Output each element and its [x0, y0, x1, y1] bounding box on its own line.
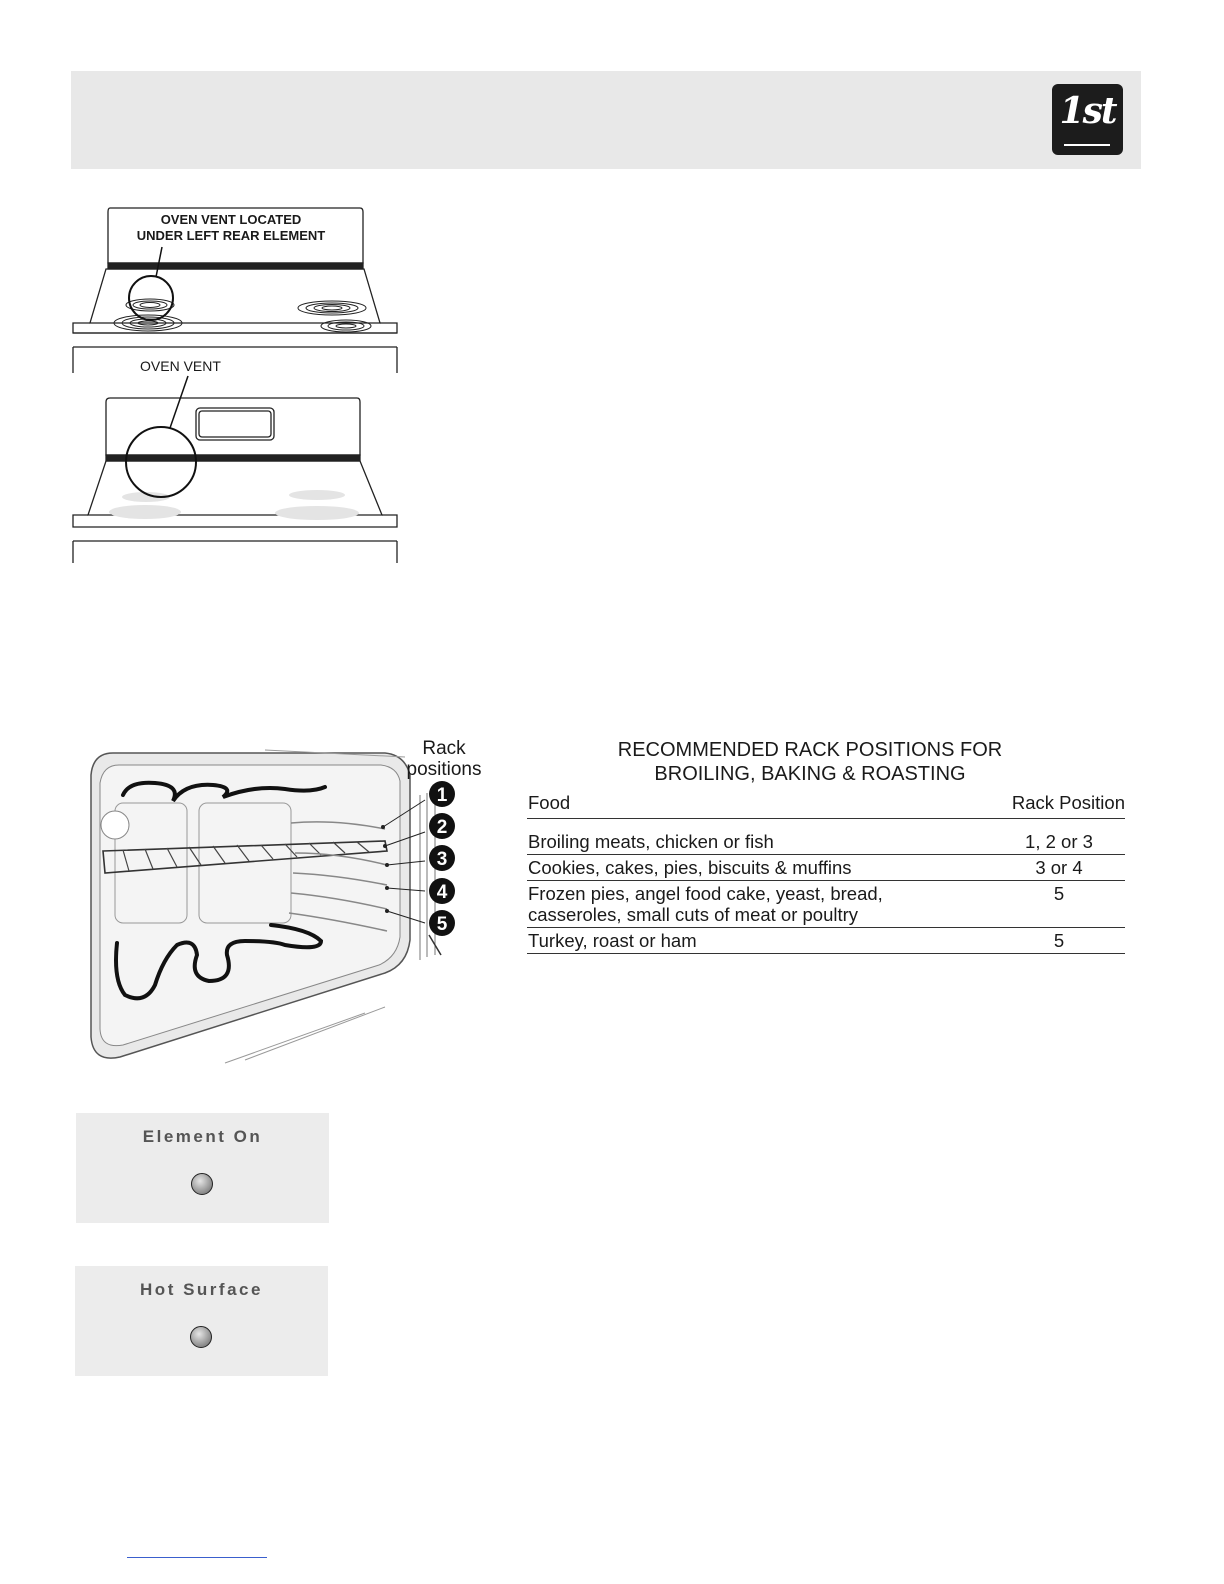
badge-underline: [1064, 144, 1110, 146]
food-line1: Cookies, cakes, pies, biscuits & muffins: [528, 857, 852, 878]
food-line1: Frozen pies, angel food cake, yeast, bread,: [528, 883, 883, 904]
food-cell: [527, 819, 993, 855]
badge-text: 1st: [1059, 90, 1116, 132]
rack-position-2: 2: [436, 817, 448, 838]
vent-callout-bottom: OVEN VENT: [140, 358, 221, 374]
rack-table-title-line1: RECOMMENDED RACK POSITIONS FOR: [617, 739, 1003, 761]
table-header-row: [527, 792, 1125, 819]
rack-position-1: 1: [436, 785, 448, 806]
rack-position-5: 5: [436, 914, 448, 935]
table-row: [527, 855, 1125, 881]
element-on-indicator-panel: [76, 1113, 329, 1223]
vent-callout-line1: OVEN VENT LOCATED: [160, 212, 302, 227]
position-cell: 5: [993, 928, 1125, 954]
table-row: [527, 819, 1125, 855]
food-line1: Broiling meats, chicken or fish: [528, 831, 774, 852]
first-badge-icon: [1052, 84, 1123, 155]
rack-position-3: 3: [436, 849, 448, 870]
footer-link-underline[interactable]: [127, 1557, 267, 1558]
element-on-label: Element On: [142, 1127, 263, 1146]
position-cell: 1, 2 or 3: [993, 819, 1125, 855]
position-cell: 3 or 4: [993, 855, 1125, 881]
food-cell: [527, 881, 993, 928]
rack-position-4: 4: [436, 882, 448, 903]
food-line1: Turkey, roast or ham: [528, 930, 697, 951]
oven-interior-rack-illustration: [85, 745, 455, 1065]
header-food: Food: [527, 792, 993, 819]
header-rack-position: Rack Position: [993, 792, 1125, 819]
vent-callout-line2: UNDER LEFT REAR ELEMENT: [136, 228, 326, 243]
hot-surface-label: Hot Surface: [140, 1280, 263, 1299]
rack-caption-line1: Rack: [422, 738, 466, 759]
hot-surface-light-icon: [190, 1326, 212, 1348]
food-cell: [527, 855, 993, 881]
rack-positions-caption: [398, 738, 490, 780]
table-row: [527, 881, 1125, 928]
element-on-light-icon: [191, 1173, 213, 1195]
food-line2: casseroles, small cuts of meat or poultry: [528, 904, 859, 925]
rack-caption-line2: positions: [406, 759, 482, 780]
position-cell: 5: [993, 881, 1125, 928]
rack-table-title: [527, 738, 1093, 786]
food-cell: [527, 928, 993, 954]
header-band: [71, 71, 1141, 169]
smoothtop-range-vent-illustration: [70, 375, 405, 565]
table-row: [527, 928, 1125, 954]
hot-surface-indicator-panel: [75, 1266, 328, 1376]
vent-callout-top: [111, 212, 351, 244]
rack-positions-table: [527, 792, 1125, 954]
rack-table-title-line2: BROILING, BAKING & ROASTING: [654, 763, 966, 785]
